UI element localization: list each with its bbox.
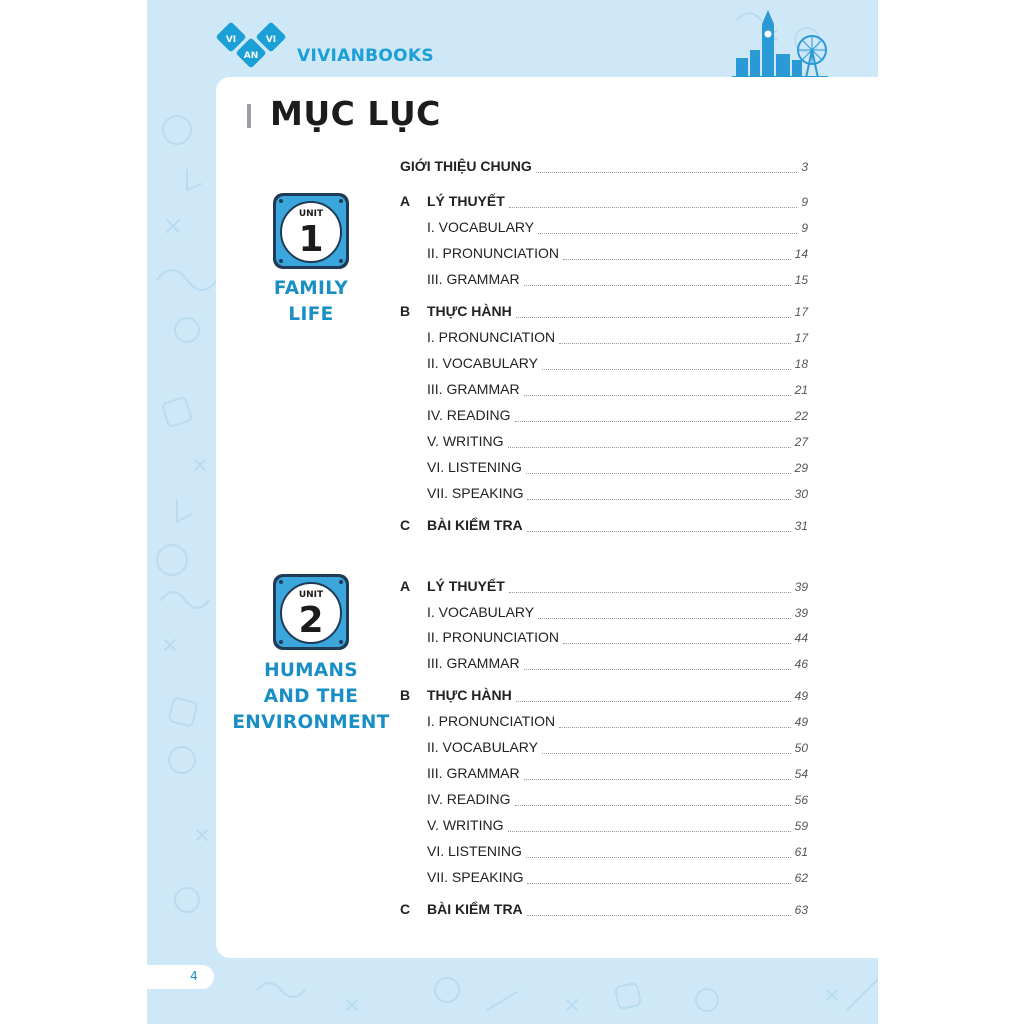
toc-entry-page: 22 (794, 409, 808, 423)
dot-leader (515, 421, 791, 422)
toc-entry-label: II. PRONUNCIATION (427, 629, 559, 645)
toc-entry-page: 62 (794, 871, 808, 885)
toc-entry[interactable] (427, 629, 808, 649)
toc-section-entry[interactable] (400, 193, 808, 213)
toc-entry[interactable] (427, 329, 808, 349)
logo-letter-3: VI (265, 35, 277, 45)
toc-entry-page: 63 (794, 903, 808, 917)
dot-leader (559, 343, 791, 344)
section-letter: C (400, 901, 411, 917)
toc-entry-page: 39 (794, 606, 808, 620)
toc-entry-label: I. VOCABULARY (427, 604, 535, 620)
unit-2-label: UNIT (298, 590, 324, 600)
toc-entry-page: 27 (794, 435, 808, 449)
dot-leader (527, 883, 790, 884)
toc-entry-page: 17 (794, 331, 808, 345)
toc-entry-page: 9 (801, 221, 808, 235)
unit-2-name (226, 658, 396, 736)
toc-entry[interactable] (427, 407, 808, 427)
toc-entry[interactable] (427, 271, 808, 291)
toc-entry-page: 18 (794, 357, 808, 371)
toc-entry[interactable] (427, 791, 808, 811)
dot-leader (527, 915, 791, 916)
toc-entry-label: VI. LISTENING (427, 843, 522, 859)
unit-2-number: 2 (298, 600, 324, 641)
unit-name-line: FAMILY (273, 278, 349, 299)
dot-leader (516, 701, 791, 702)
toc-entry-page: 49 (794, 689, 808, 703)
toc-entry-label: IV. READING (427, 791, 511, 807)
toc-entry[interactable] (427, 433, 808, 453)
toc-entry-page: 30 (794, 487, 808, 501)
dot-leader (527, 499, 790, 500)
toc-entry[interactable] (427, 655, 808, 675)
unit-name-line: LIFE (288, 304, 334, 325)
toc-entry-label: I. PRONUNCIATION (427, 329, 556, 345)
dot-leader (536, 172, 798, 173)
toc-entry-page: 3 (801, 160, 808, 174)
toc-entry-label: THỰC HÀNH (427, 687, 512, 703)
toc-entry-label: GIỚI THIỆU CHUNG (400, 158, 532, 174)
dot-leader (509, 207, 798, 208)
toc-entry[interactable] (427, 485, 808, 505)
unit-2-badge (273, 574, 349, 650)
toc-entry-label: III. GRAMMAR (427, 381, 520, 397)
toc-entry-label: BÀI KIỂM TRA (427, 901, 523, 917)
toc-entry-page: 29 (794, 461, 808, 475)
toc-entry-label: I. VOCABULARY (427, 219, 535, 235)
toc-entry-label: LÝ THUYẾT (427, 193, 505, 209)
dot-leader (508, 831, 791, 832)
toc-entry-page: 46 (794, 657, 808, 671)
toc-entry-page: 21 (794, 383, 808, 397)
toc-entry-label: II. VOCABULARY (427, 355, 539, 371)
logo-letter-2: AN (243, 51, 259, 61)
toc-section-entry[interactable] (400, 517, 808, 537)
toc-entry-label: I. PRONUNCIATION (427, 713, 556, 729)
toc-entry-page: 61 (794, 845, 808, 859)
dot-leader (526, 857, 791, 858)
section-letter: B (400, 687, 411, 703)
toc-entry-label: V. WRITING (427, 817, 504, 833)
toc-entry[interactable] (427, 604, 808, 624)
dot-leader (538, 233, 797, 234)
toc-entry-label: THỰC HÀNH (427, 303, 512, 319)
toc-entry-label: VII. SPEAKING (427, 869, 524, 885)
unit-name-line: AND THE (263, 686, 359, 707)
toc-entry[interactable] (427, 739, 808, 759)
dot-leader (527, 531, 791, 532)
toc-entry[interactable] (427, 219, 808, 239)
unit-1-label: UNIT (298, 209, 324, 219)
toc-entry-page: 9 (801, 195, 808, 209)
section-letter: C (400, 517, 411, 533)
toc-section-entry[interactable] (400, 687, 808, 707)
dot-leader (524, 779, 791, 780)
toc-entry-label: VII. SPEAKING (427, 485, 524, 501)
dot-leader (524, 395, 791, 396)
section-letter: A (400, 578, 411, 594)
dot-leader (515, 805, 791, 806)
toc-entry-label: III. GRAMMAR (427, 271, 520, 287)
toc-entry-page: 59 (794, 819, 808, 833)
toc-entry-page: 44 (794, 631, 808, 645)
dot-leader (538, 618, 791, 619)
toc-entry-label: III. GRAMMAR (427, 765, 520, 781)
london-skyline-icon (732, 10, 828, 78)
unit-1-number: 1 (298, 219, 324, 260)
unit-name-line: HUMANS (264, 660, 358, 681)
toc-intro-entry[interactable] (400, 158, 808, 178)
page-title: MỤC LỤC (270, 94, 441, 133)
toc-entry[interactable] (427, 381, 808, 401)
dot-leader (524, 285, 791, 286)
toc-entry-page: 49 (794, 715, 808, 729)
toc-entry-page: 39 (794, 580, 808, 594)
toc-entry-label: II. VOCABULARY (427, 739, 539, 755)
section-letter: A (400, 193, 411, 209)
toc-entry-label: III. GRAMMAR (427, 655, 520, 671)
toc-entry-page: 54 (794, 767, 808, 781)
dot-leader (563, 643, 791, 644)
toc-entry-label: V. WRITING (427, 433, 504, 449)
unit-name-line: ENVIRONMENT (232, 712, 390, 733)
toc-section-entry[interactable] (400, 578, 808, 598)
toc-entry-page: 17 (794, 305, 808, 319)
toc-entry-page: 14 (794, 247, 808, 261)
toc-entry[interactable] (427, 459, 808, 479)
dot-leader (516, 317, 791, 318)
dot-leader (508, 447, 791, 448)
toc-entry[interactable] (427, 713, 808, 733)
dot-leader (542, 753, 791, 754)
toc-entry-page: 15 (794, 273, 808, 287)
dot-leader (524, 669, 791, 670)
toc-section-entry[interactable] (400, 303, 808, 323)
toc-entry[interactable] (427, 355, 808, 375)
toc-entry-label: VI. LISTENING (427, 459, 522, 475)
toc-section-entry[interactable] (400, 901, 808, 921)
page-number: 4 (190, 969, 198, 983)
toc-entry-label: BÀI KIỂM TRA (427, 517, 523, 533)
unit-1-name (226, 276, 396, 328)
brand-name: VIVIANBOOKS (297, 46, 434, 66)
toc-entry-page: 56 (794, 793, 808, 807)
toc-entry[interactable] (427, 843, 808, 863)
toc-entry[interactable] (427, 765, 808, 785)
toc-entry[interactable] (427, 245, 808, 265)
toc-entry-page: 31 (794, 519, 808, 533)
toc-entry-label: LÝ THUYẾT (427, 578, 505, 594)
logo-letter-1: VI (225, 35, 237, 45)
toc-entry-label: II. PRONUNCIATION (427, 245, 559, 261)
toc-entry-label: IV. READING (427, 407, 511, 423)
toc-entry[interactable] (427, 817, 808, 837)
unit-1-badge (273, 193, 349, 269)
title-accent-bar (247, 104, 251, 128)
toc-entry-page: 50 (794, 741, 808, 755)
dot-leader (509, 592, 791, 593)
section-letter: B (400, 303, 411, 319)
dot-leader (526, 473, 791, 474)
toc-entry[interactable] (427, 869, 808, 889)
dot-leader (542, 369, 791, 370)
dot-leader (559, 727, 791, 728)
dot-leader (563, 259, 791, 260)
